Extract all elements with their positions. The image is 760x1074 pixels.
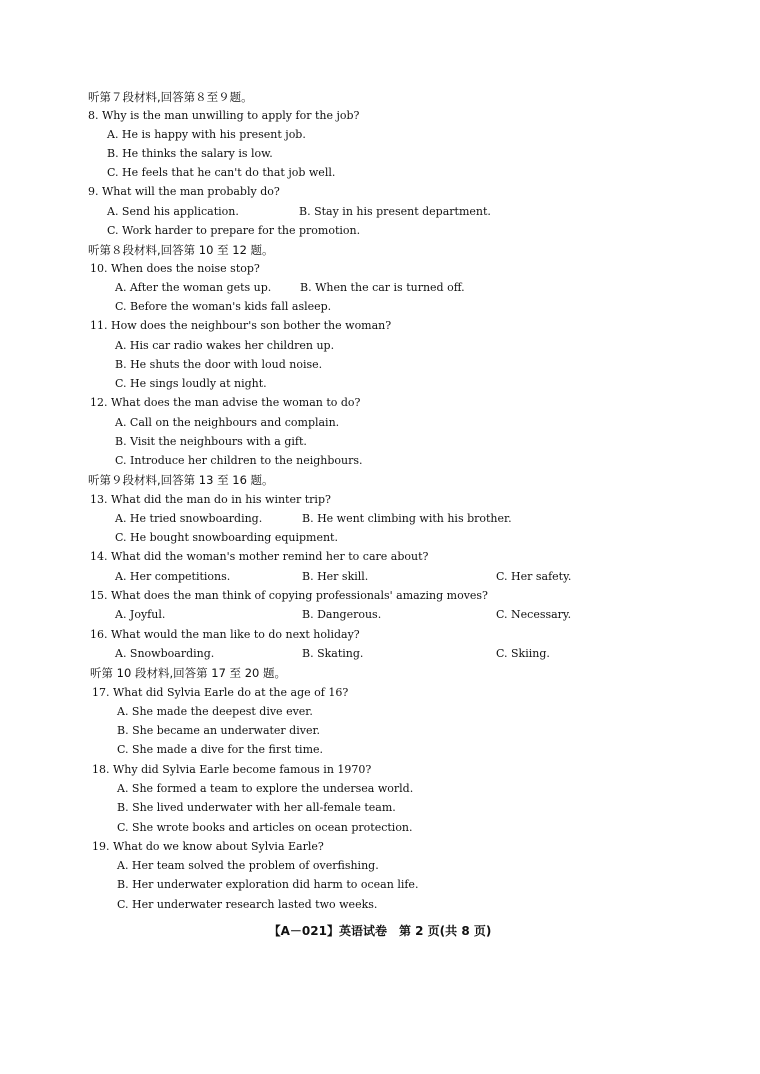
page-footer: 【A－021】英语试卷 第 2 页(共 8 页): [268, 924, 492, 938]
answer-option: B. When the car is turned off.: [300, 281, 465, 294]
question-stem: 8. Why is the man unwilling to apply for the job?: [88, 109, 360, 122]
answer-option: C. He bought snowboarding equipment.: [115, 531, 338, 544]
question-stem: 15. What does the man think of copying professionals' amazing moves?: [90, 589, 488, 602]
answer-option: A. She made the deepest dive ever.: [117, 705, 313, 718]
answer-option: C. Skiing.: [496, 647, 550, 660]
answer-option: C. He sings loudly at night.: [115, 377, 267, 390]
section-header: 听第８段材料,回答第 10 至 12 题。: [88, 243, 274, 257]
answer-option: B. Skating.: [302, 647, 364, 660]
answer-option: A. His car radio wakes her children up.: [115, 339, 335, 352]
answer-option: B. He shuts the door with loud noise.: [115, 358, 323, 371]
answer-option: B. She lived underwater with her all-female team.: [117, 801, 396, 814]
question-stem: 11. How does the neighbour's son bother the woman?: [90, 319, 392, 332]
answer-option: C. He feels that he can't do that job well.: [107, 166, 336, 179]
section-header: 听第７段材料,回答第８至９题。: [88, 90, 253, 104]
answer-option: B. Her skill.: [302, 570, 369, 583]
question-stem: 10. When does the noise stop?: [90, 262, 260, 275]
question-stem: 13. What did the man do in his winter trip?: [90, 493, 331, 506]
answer-option: B. He went climbing with his brother.: [302, 512, 512, 525]
question-stem: 19. What do we know about Sylvia Earle?: [92, 840, 324, 853]
answer-option: C. She made a dive for the first time.: [117, 743, 324, 756]
answer-option: B. Stay in his present department.: [299, 205, 491, 218]
answer-option: C. Necessary.: [496, 608, 572, 621]
answer-option: C. She wrote books and articles on ocean protection.: [117, 821, 413, 834]
answer-option: C. Before the woman's kids fall asleep.: [115, 300, 332, 313]
answer-option: C. Her safety.: [496, 570, 572, 583]
answer-option: B. He thinks the salary is low.: [107, 147, 273, 160]
answer-option: B. Dangerous.: [302, 608, 382, 621]
answer-option: A. Joyful.: [115, 608, 166, 621]
answer-option: A. Snowboarding.: [115, 647, 215, 660]
answer-option: A. He tried snowboarding.: [115, 512, 263, 525]
answer-option: C. Introduce her children to the neighbours.: [115, 454, 363, 467]
answer-option: A. Her team solved the problem of overfishing.: [117, 859, 379, 872]
answer-option: A. After the woman gets up.: [115, 281, 272, 294]
answer-option: B. She became an underwater diver.: [117, 724, 321, 737]
answer-option: A. Send his application.: [107, 205, 239, 218]
answer-option: A. She formed a team to explore the undersea world.: [117, 782, 414, 795]
question-stem: 16. What would the man like to do next holiday?: [90, 628, 360, 641]
question-stem: 17. What did Sylvia Earle do at the age of 16?: [92, 686, 349, 699]
section-header: 听第 10 段材料,回答第 17 至 20 题。: [90, 666, 286, 680]
answer-option: B. Her underwater exploration did harm to ocean life.: [117, 878, 419, 891]
answer-option: A. Call on the neighbours and complain.: [115, 416, 340, 429]
answer-option: B. Visit the neighbours with a gift.: [115, 435, 307, 448]
question-stem: 12. What does the man advise the woman to do?: [90, 396, 361, 409]
answer-option: A. He is happy with his present job.: [107, 128, 306, 141]
question-stem: 18. Why did Sylvia Earle become famous in 1970?: [92, 763, 372, 776]
answer-option: C. Her underwater research lasted two weeks.: [117, 898, 378, 911]
answer-option: A. Her competitions.: [115, 570, 231, 583]
question-stem: 14. What did the woman's mother remind her to care about?: [90, 550, 429, 563]
question-stem: 9. What will the man probably do?: [88, 185, 280, 198]
section-header: 听第９段材料,回答第 13 至 16 题。: [88, 473, 274, 487]
answer-option: C. Work harder to prepare for the promotion.: [107, 224, 361, 237]
